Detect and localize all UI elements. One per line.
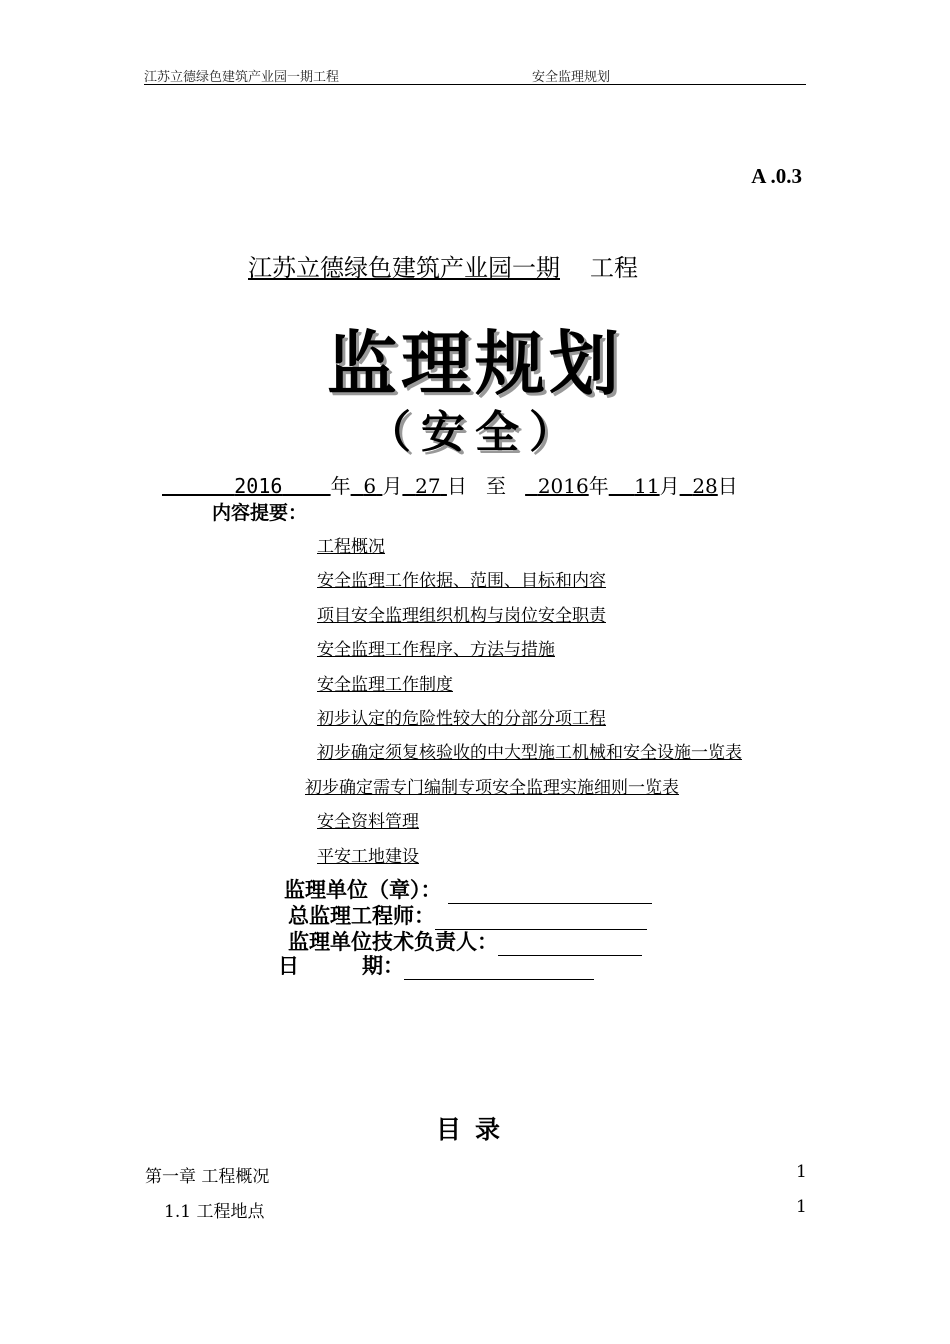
end-month: 11: [634, 474, 660, 498]
summary-item: 项目安全监理组织机构与岗位安全职责: [317, 605, 606, 626]
summary-item: 安全监理工作制度: [317, 674, 453, 695]
project-suffix: 工程: [590, 254, 638, 282]
summary-item: 安全监理工作程序、方法与措施: [317, 640, 555, 661]
end-year: 2016: [537, 474, 589, 498]
toc-heading: 目录: [435, 1115, 514, 1144]
main-title: 监理规划: [327, 323, 623, 405]
toc-title: 1.1 工程地点: [164, 1202, 265, 1222]
sig-chief-label: 总监理工程师：: [288, 904, 435, 928]
summary-heading: 内容提要：: [212, 502, 308, 524]
to-word: 至: [486, 474, 507, 498]
summary-item: 初步认定的危险性较大的分部分项工程: [317, 708, 606, 729]
summary-item: 平安工地建设: [317, 846, 419, 867]
summary-item: 初步确定需专门编制专项安全监理实施细则一览表: [305, 777, 679, 798]
start-month: 6: [363, 474, 377, 498]
summary-item: 安全资料管理: [317, 812, 419, 833]
start-day: 27: [415, 474, 441, 498]
end-day: 28: [692, 474, 718, 498]
header-doc-title: 安全监理规划: [532, 70, 611, 85]
project-name: 江苏立德绿色建筑产业园一期: [248, 254, 560, 282]
header-rule: [144, 84, 806, 85]
sig-unit-label: 监理单位（章）：: [284, 878, 442, 902]
day-char: 日: [446, 474, 467, 498]
toc-title: 第一章 工程概况: [145, 1167, 270, 1187]
period-line: 2016 年 6 月 27 日 至 2016年 11月 28日: [162, 470, 738, 499]
summary-item: 工程概况: [317, 537, 385, 557]
toc-page: 1: [796, 1162, 807, 1182]
year-char: 年: [330, 474, 351, 498]
summary-list: [305, 532, 742, 876]
summary-item: 初步确定须复核验收的中大型施工机械和安全设施一览表: [317, 743, 742, 764]
form-code: A .0.3: [751, 164, 802, 188]
project-line: [248, 248, 638, 283]
sig-date-label: 日 期：: [278, 954, 404, 978]
sig-tech-label: 监理单位技术负责人：: [288, 930, 498, 954]
summary-item: 安全监理工作依据、范围、目标和内容: [317, 571, 606, 592]
sig-date-row: [278, 950, 594, 980]
month-char: 月: [382, 474, 403, 498]
sub-title: （安全）: [367, 407, 583, 458]
toc-page: 1: [796, 1197, 807, 1217]
header-project: 江苏立德绿色建筑产业园一期工程: [144, 70, 340, 85]
sig-date-line[interactable]: [404, 959, 594, 980]
start-year: 2016: [234, 474, 283, 498]
